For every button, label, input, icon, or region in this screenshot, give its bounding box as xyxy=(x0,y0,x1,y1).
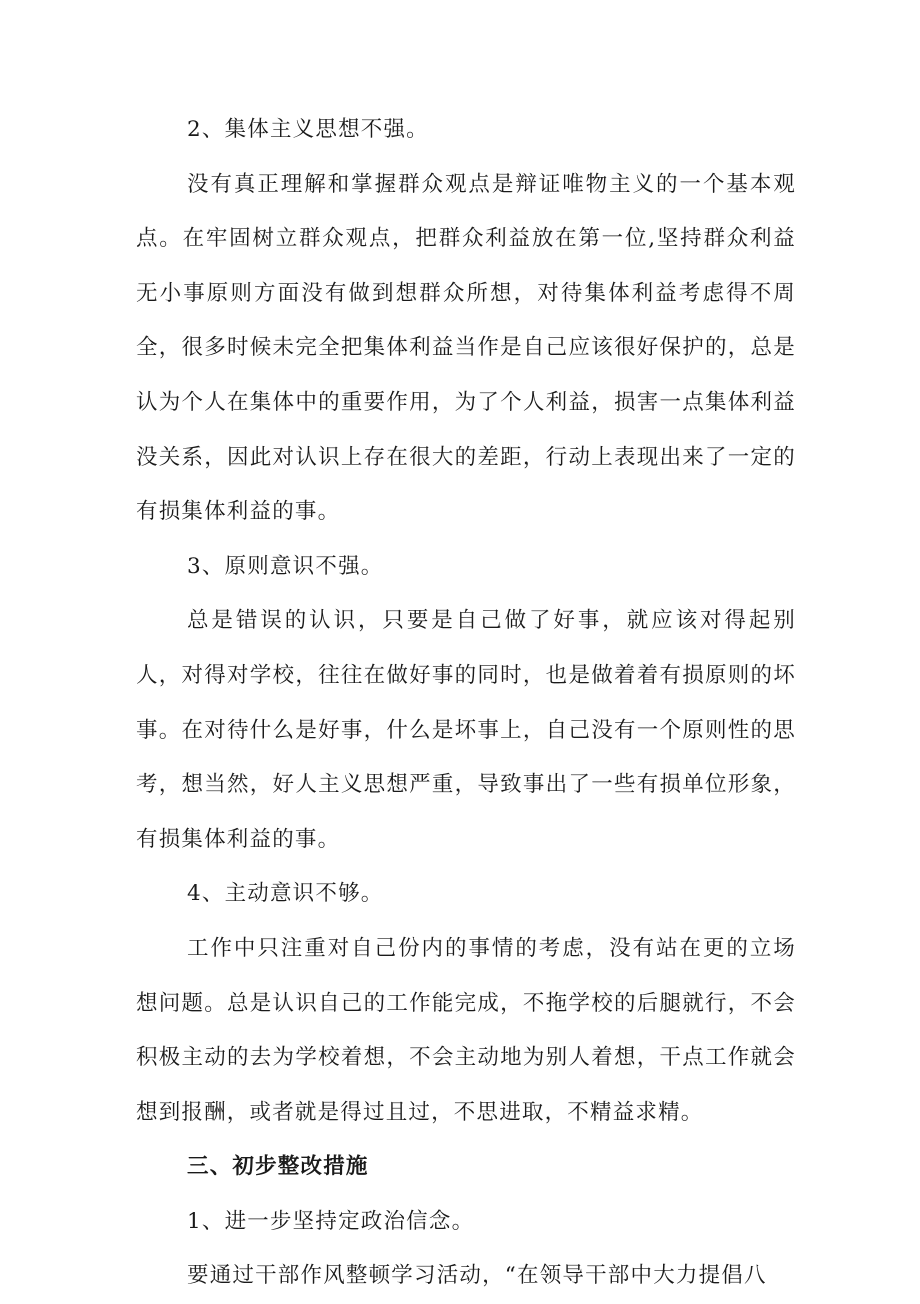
subheading-political-belief: 1、进一步坚持定政治信念。 xyxy=(187,1208,475,1234)
body-paragraph-initiative: 工作中只注重对自己份内的事情的考虑，没有站在更的立场想问题。总是认识自己的工作能完成，不拖学校的后腿就行，不会积极主动的去为学校着想，不会主动地为别人着想，干点工作就会想到报酬，或者就是得过且过，不思进取，不精益求精。 xyxy=(136,935,796,1125)
body-paragraph-political-belief: 要通过干部作风整顿学习活动，“在领导干部中大力提倡八 xyxy=(187,1263,767,1289)
body-paragraph-collectivism: 没有真正理解和掌握群众观点是辩证唯物主义的一个基本观点。在牢固树立群众观点，把群众利益放在第一位,坚持群众利益无小事原则方面没有做到想群众所想，对待集体利益考虑得不周全，很多时候未完全把集体利益当作是自己应该很好保护的，总是认为个人在集体中的重要作用，为了个人利益，损害一点集体利益没关系，因此对认识上存在很大的差距，行动上表现出来了一定的有损集体利益的事。 xyxy=(136,171,796,525)
document-body xyxy=(136,103,796,1304)
subheading-initiative: 4、主动意识不够。 xyxy=(187,881,384,907)
subheading-collectivism: 2、集体主义思想不强。 xyxy=(187,117,429,142)
body-paragraph-principle: 总是错误的认识，只要是自己做了好事，就应该对得起别人，对得对学校，往往在做好事的同时，也是做着着有损原则的坏事。在对待什么是好事，什么是坏事上，自己没有一个原则性的思考，想当然，好人主义思想严重，导致事出了一些有损单位形象，有损集体利益的事。 xyxy=(136,608,796,852)
subheading-principle: 3、原则意识不强。 xyxy=(187,553,384,579)
section-heading-measures: 三、初步整改措施 xyxy=(187,1154,369,1180)
